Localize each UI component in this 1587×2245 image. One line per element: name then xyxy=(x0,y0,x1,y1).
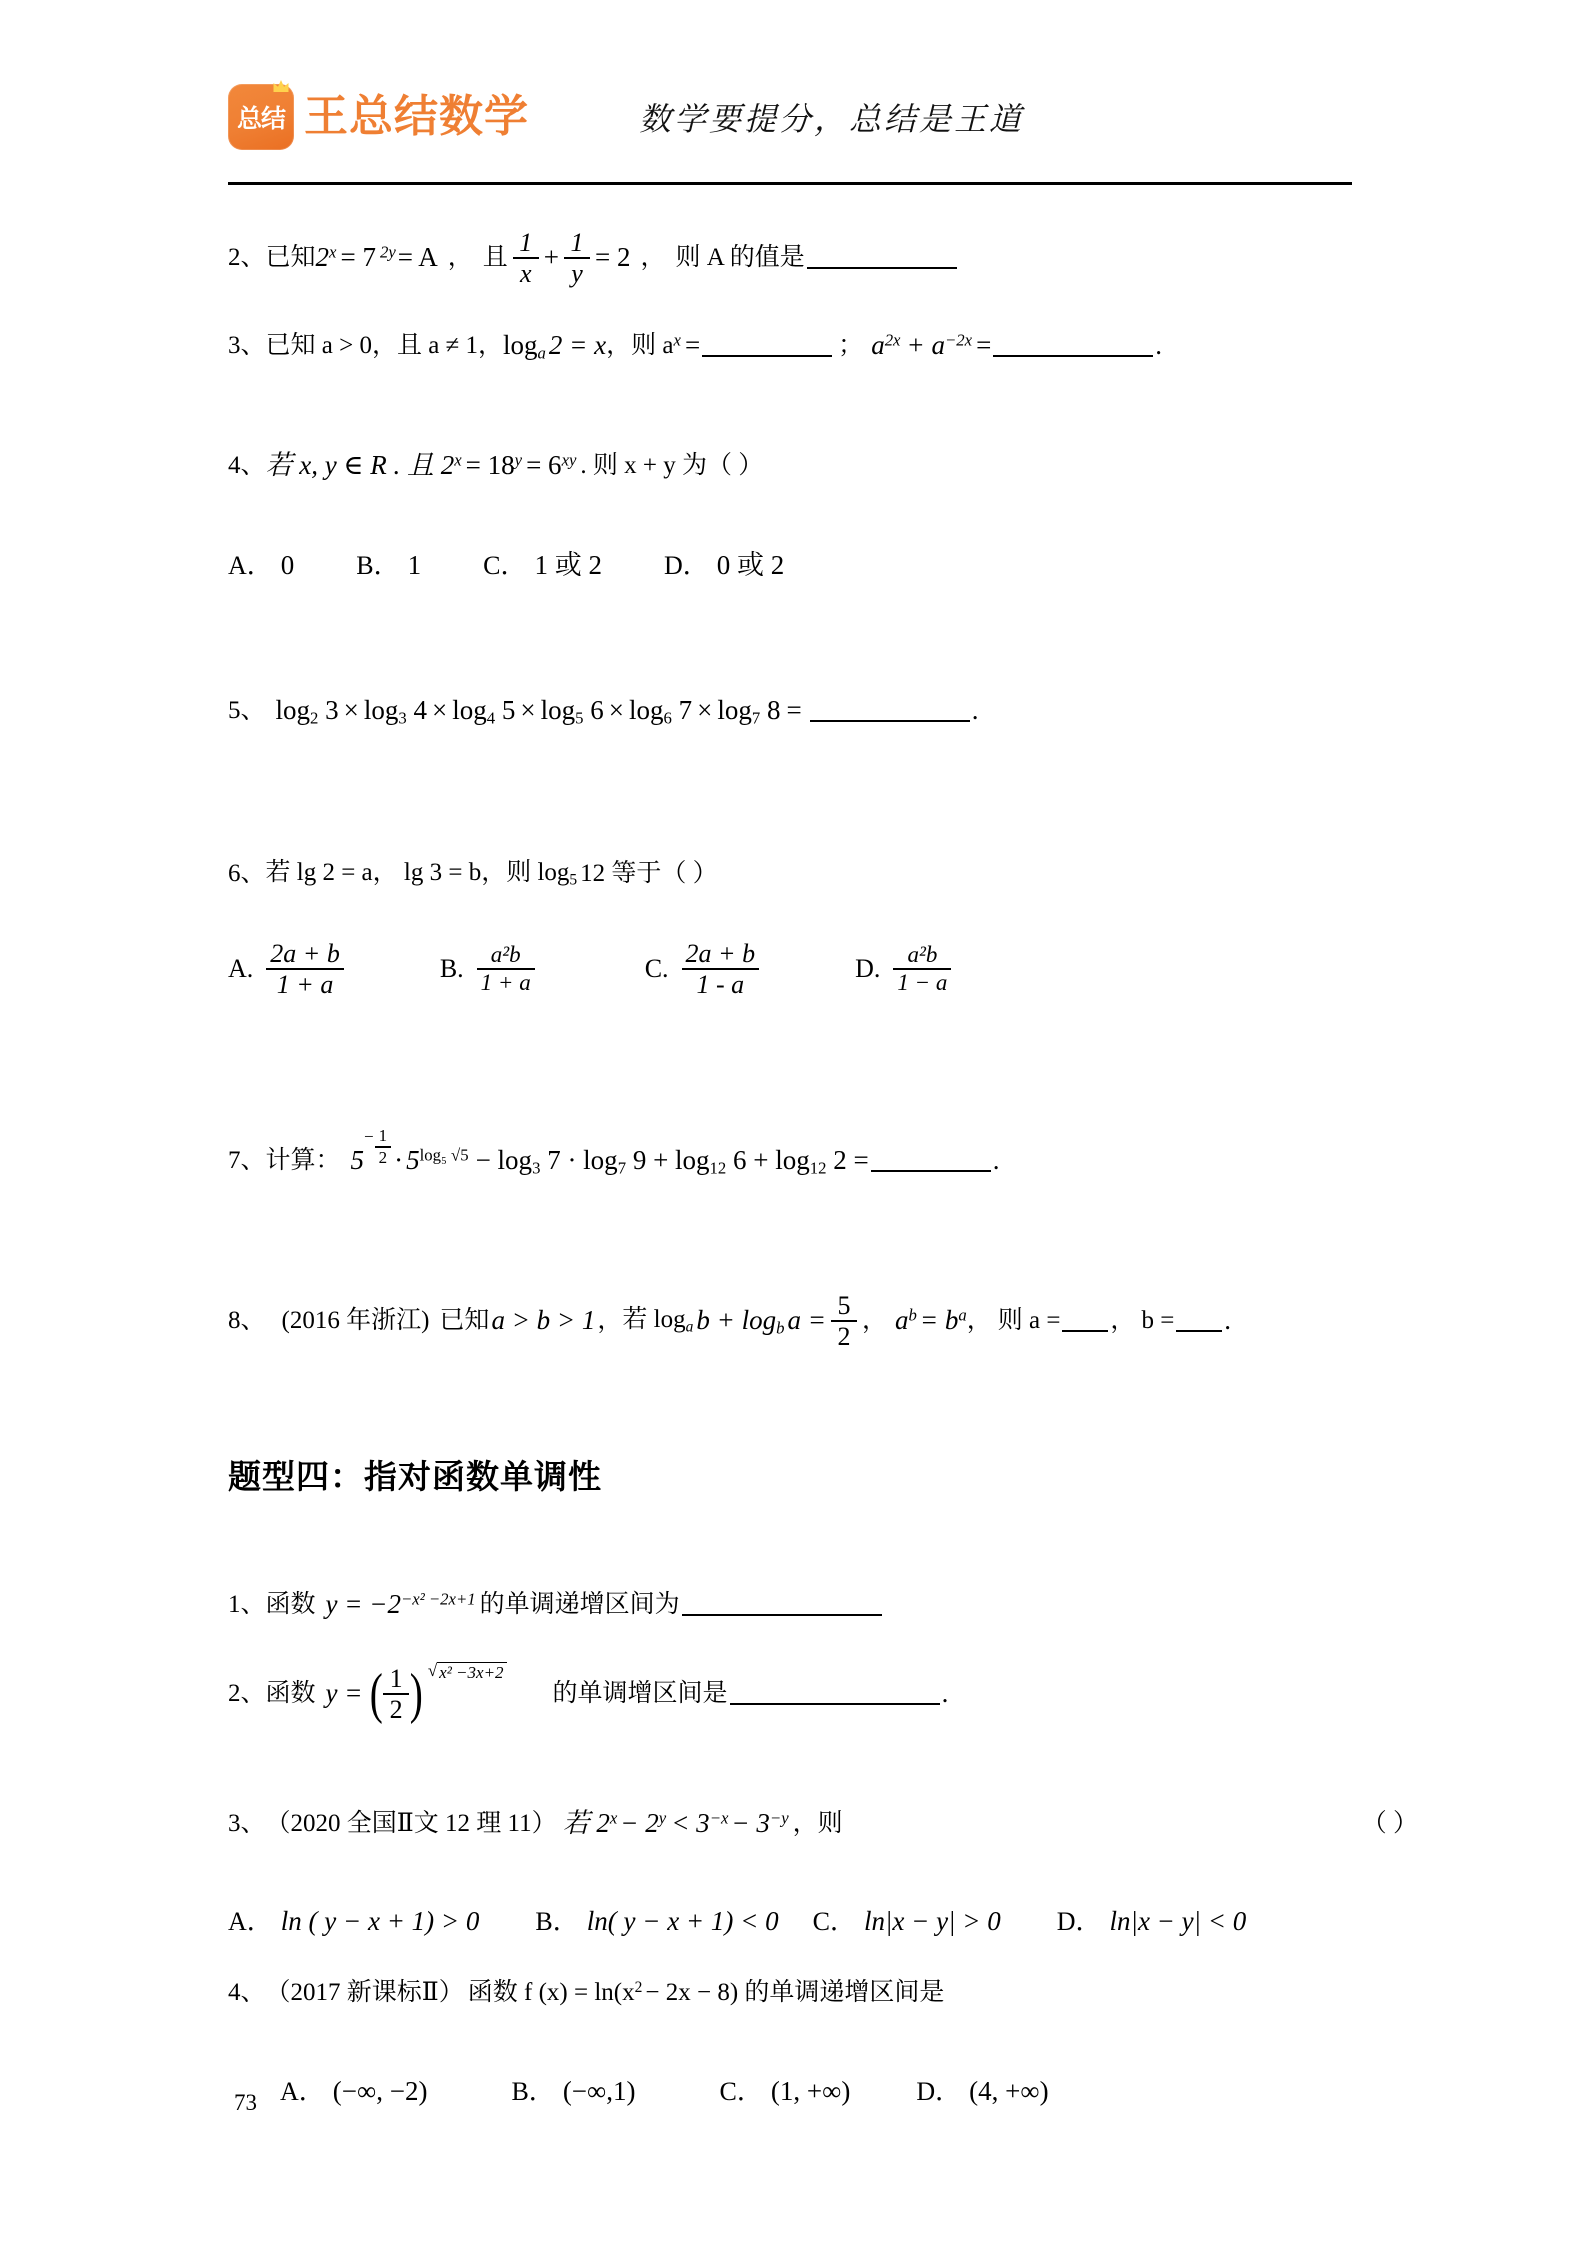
question-8 xyxy=(228,1273,1418,1369)
fraction-denominator: x xyxy=(520,259,532,288)
section-question-3-text-c: < $3^{-x}$ xyxy=(671,1808,729,1839)
fraction-numerator: 2a + b xyxy=(270,938,340,968)
section-question-2-fraction xyxy=(383,1665,409,1724)
fraction-denominator: 2 xyxy=(389,1695,403,1724)
option-label-d[interactable]: D． xyxy=(663,551,709,581)
question-4-text-c: = $6^{xy}$ xyxy=(526,450,577,481)
question-8-answer-blank-2[interactable] xyxy=(1176,1310,1222,1332)
right-paren: ) xyxy=(409,1662,424,1725)
fraction-denominator: 1 + a xyxy=(276,970,334,999)
question-5-times-3: × xyxy=(520,695,536,726)
question-4-text-d: . 则 x + y 为（ ） xyxy=(580,451,764,479)
question-7-dot: · xyxy=(394,1145,404,1176)
question-3-log-arg: 2 = x xyxy=(548,330,607,361)
question-2-fraction-2 xyxy=(564,229,590,288)
section-question-1 xyxy=(228,1563,1418,1647)
option-value-d[interactable]: (4, +∞) xyxy=(969,2075,1049,2106)
question-2-expr1: 2$^x$ xyxy=(315,242,337,273)
section-question-1-expr: $y = -2^{-x^2 -2x+1}$ xyxy=(325,1589,476,1620)
fraction-denominator: 2 xyxy=(378,1147,388,1167)
option-label-c[interactable]: C. xyxy=(644,954,669,984)
question-6-options xyxy=(228,911,1418,1027)
option-label-a[interactable]: A． xyxy=(280,2077,325,2107)
section-question-3-text-a: 若 2$^x$ xyxy=(562,1808,618,1839)
option-label-b[interactable]: B. xyxy=(439,954,464,984)
question-8-power: $a^b$ xyxy=(894,1305,917,1336)
question-3-term2: $a^{2x}$ xyxy=(871,330,901,361)
section-question-3-source: （2020 全国Ⅱ文 12 理 11） xyxy=(265,1809,557,1837)
option-label-c[interactable]: C． xyxy=(483,551,527,581)
fraction-denominator: 1 − a xyxy=(897,970,948,995)
question-8-source: (2016 年浙江) xyxy=(281,1306,430,1334)
question-4-text-a: 若 x, y ∈ R . 且 2$^x$ xyxy=(265,450,462,481)
question-2-eq2: = A xyxy=(397,242,438,273)
section-question-2-answer-blank[interactable] xyxy=(730,1683,940,1705)
question-5-period: . xyxy=(971,695,979,726)
question-3-eq2: = xyxy=(976,330,992,361)
question-2-expr2-sup: 2y xyxy=(379,242,396,262)
section-question-2-expr-y: y = xyxy=(325,1678,363,1709)
option-value-b[interactable]: (−∞,1) xyxy=(562,2075,636,2106)
question-8-comma-4: ， xyxy=(1110,1306,1136,1334)
question-7-term-2: $5^{log_5 √5}$ xyxy=(406,1145,469,1176)
question-8-tail-b: b = xyxy=(1141,1306,1175,1334)
question-8-mid-2: a = xyxy=(787,1305,826,1336)
section-question-4-text-b: − 2x − 8) 的单调递增区间是 xyxy=(645,1978,945,2006)
question-2-eq3: = 2 xyxy=(595,242,631,273)
question-8-number: 8、 xyxy=(228,1306,266,1334)
section-question-3-text-b: − $2^y$ xyxy=(620,1808,667,1839)
question-3-lead: 已知 a > 0，且 a ≠ 1， xyxy=(265,331,504,359)
question-7-term-1: 5 xyxy=(350,1145,365,1176)
section-question-4-number: 4、 xyxy=(228,1978,266,2006)
question-5-times-5: × xyxy=(697,695,713,726)
fraction-denominator: y xyxy=(571,259,583,288)
logo-badge-icon xyxy=(228,84,294,150)
option-value-d[interactable] xyxy=(893,943,951,995)
section-heading: 题型四：指对函数单调性 xyxy=(228,1458,602,1495)
question-8-fraction xyxy=(831,1292,857,1351)
question-5-times-2: × xyxy=(432,695,448,726)
question-5-times-4: × xyxy=(608,695,625,726)
question-7-number: 7、 xyxy=(228,1146,266,1174)
question-8-comma-1: ， xyxy=(597,1306,623,1334)
question-8-mid-1: $b + \log_b$ xyxy=(696,1304,785,1338)
crown-icon xyxy=(272,78,290,94)
left-paren: ( xyxy=(369,1662,383,1725)
option-value-a[interactable]: ln ( y − x + 1) > 0 xyxy=(280,1905,480,1936)
question-7-term-3: − $\log_3 7 \cdot \log_7 9 + \log_{12} 6 + \log_{12} 2$ = xyxy=(475,1144,869,1178)
section-question-3-options xyxy=(228,1863,1418,1937)
question-2-answer-blank[interactable] xyxy=(807,247,957,269)
section-question-2-exponent-sqrt xyxy=(428,1662,507,1682)
option-value-b[interactable]: ln( y − x + 1) < 0 xyxy=(586,1905,779,1936)
option-value-c[interactable] xyxy=(682,940,760,999)
question-5-term-6: $\log_7 8$ xyxy=(717,694,781,728)
exponent-sign: − xyxy=(364,1127,374,1147)
fraction-numerator: 5 xyxy=(837,1290,851,1320)
question-6-text-a: 若 lg 2 = a， lg 3 = b，则 $\log_5$ xyxy=(265,858,578,889)
question-7-exponent-fraction xyxy=(364,1127,391,1166)
question-5-term-2: $\log_3 4$ xyxy=(363,694,428,728)
question-7 xyxy=(228,1115,1418,1207)
question-8-comma-2: ， xyxy=(861,1306,887,1334)
section-question-2-number: 2、 xyxy=(228,1679,266,1707)
option-label-b[interactable]: B． xyxy=(356,551,400,581)
question-5-term-1: $\log_2 3$ xyxy=(275,694,339,728)
question-3-eq1: = xyxy=(684,330,701,361)
section-question-2-period: . xyxy=(941,1678,949,1709)
question-5-answer-blank[interactable] xyxy=(810,700,970,722)
fraction-numerator: 1 xyxy=(519,227,533,257)
option-label-d[interactable]: D． xyxy=(1056,1907,1102,1937)
question-7-period: . xyxy=(992,1145,1000,1176)
fraction-numerator: 1 xyxy=(378,1126,388,1146)
option-value-d[interactable]: 0 或 2 xyxy=(716,549,785,580)
option-label-a[interactable]: A． xyxy=(228,551,273,581)
section-question-4 xyxy=(228,1953,1418,2033)
option-value-c[interactable]: 1 或 2 xyxy=(534,549,602,580)
question-2-comma-2: ， xyxy=(640,243,666,271)
question-5-term-5: $\log_6 7$ xyxy=(629,694,693,728)
header-divider xyxy=(228,182,1352,185)
section-question-3 xyxy=(228,1785,1418,1863)
option-label-a[interactable]: A． xyxy=(228,1907,273,1937)
brand-name: 王总结数学 xyxy=(304,92,529,141)
question-6-number: 6、 xyxy=(228,859,266,887)
question-5 xyxy=(228,671,1418,751)
exponent-fraction xyxy=(375,1127,392,1166)
question-8-answer-blank-1[interactable] xyxy=(1062,1310,1108,1332)
fraction-denominator: 2 xyxy=(837,1322,851,1351)
brand-logo xyxy=(228,84,529,150)
question-3-plus: + $a^{-2x}$ xyxy=(906,330,973,361)
question-3-sup1: x xyxy=(673,330,681,350)
fraction-denominator: 1 + a xyxy=(480,970,531,995)
section-question-1-lead: 函数 xyxy=(265,1590,316,1618)
section-question-4-options xyxy=(280,2033,1418,2107)
section-question-4-text-a: 函数 f $(x) = \ln(x^2$ xyxy=(467,1978,643,2006)
fraction-denominator: 1 - a xyxy=(696,970,745,999)
question-3-answer-blank-2[interactable] xyxy=(993,335,1153,357)
section-question-3-answer-paren: （ ） xyxy=(1361,1809,1418,1837)
radicand: x² −3x+2 xyxy=(437,1662,506,1682)
question-4-number: 4、 xyxy=(228,451,266,479)
question-3-semicolon: ； xyxy=(838,331,864,359)
option-label-d[interactable]: D. xyxy=(855,954,881,984)
question-2-eq1: = 7 xyxy=(340,242,376,273)
option-value-d[interactable]: ln|x − y| < 0 xyxy=(1109,1905,1247,1936)
document-body xyxy=(228,215,1418,2107)
option-value-b[interactable]: 1 xyxy=(407,549,422,580)
question-5-term-3: $\log_4 5$ xyxy=(452,694,516,728)
section-question-4-source: （2017 新课标Ⅱ） xyxy=(265,1978,464,2006)
question-2 xyxy=(228,215,1418,301)
question-3-log: $\log_a$ xyxy=(503,329,546,363)
fraction-numerator: a²b xyxy=(907,941,938,967)
question-4-options xyxy=(228,503,1418,581)
question-8-lead: 已知 xyxy=(439,1306,490,1334)
fraction-numerator: a²b xyxy=(490,941,521,967)
option-value-a[interactable]: (−∞, −2) xyxy=(332,2075,428,2106)
question-4 xyxy=(228,429,1418,503)
option-value-c[interactable]: (1, +∞) xyxy=(770,2075,851,2106)
option-label-d[interactable]: D． xyxy=(916,2077,962,2107)
question-7-answer-blank[interactable] xyxy=(871,1150,991,1172)
question-8-power-eq: = $b^a$ xyxy=(919,1305,967,1336)
question-6-text-b: 12 等于（ ） xyxy=(580,859,718,887)
section-question-2-tail: 的单调增区间是 xyxy=(552,1679,728,1707)
question-8-ruo: 若 $\log_a$ xyxy=(622,1305,694,1336)
option-value-a[interactable]: 0 xyxy=(280,549,295,580)
section-question-1-tail: 的单调递增区间为 xyxy=(479,1590,680,1618)
question-2-comma-1: ， xyxy=(447,243,473,271)
question-7-lead: 计算： xyxy=(265,1146,341,1174)
option-label-b[interactable]: B． xyxy=(535,1907,579,1937)
question-2-number: 2、 xyxy=(228,243,266,271)
question-2-lead: 已知 xyxy=(265,243,316,271)
fraction-numerator: 1 xyxy=(389,1663,403,1693)
option-label-a[interactable]: A. xyxy=(228,954,254,984)
question-8-period: . xyxy=(1224,1305,1232,1336)
question-5-term-4: $\log_5 6$ xyxy=(540,694,604,728)
radical-sign: √ xyxy=(427,1661,438,1681)
question-8-comma-3: ， xyxy=(966,1306,992,1334)
option-value-a[interactable] xyxy=(266,940,344,999)
section-question-1-number: 1、 xyxy=(228,1590,266,1618)
question-2-fraction-1 xyxy=(513,229,539,288)
option-value-b[interactable] xyxy=(477,943,535,995)
question-2-qie: 且 xyxy=(482,243,508,271)
question-8-condition: a > b > 1 xyxy=(491,1305,596,1336)
section-question-2-lead: 函数 xyxy=(265,1679,316,1707)
question-5-number: 5、 xyxy=(228,696,266,724)
section-question-3-text-d: − $3^{-y}$ xyxy=(731,1808,789,1839)
question-6 xyxy=(228,837,1418,911)
question-2-tail: 则 A 的值是 xyxy=(675,243,805,271)
question-3-period: . xyxy=(1155,330,1163,361)
option-label-b[interactable]: B． xyxy=(511,2077,555,2107)
section-question-2 xyxy=(228,1647,1418,1741)
question-3 xyxy=(228,301,1418,391)
question-5-times-1: × xyxy=(343,695,359,726)
section-question-3-text-e: ，则 xyxy=(792,1809,843,1837)
logo-badge-text: 总结 xyxy=(236,104,285,133)
header-tagline: 数学要提分，总结是王道 xyxy=(639,101,1025,137)
question-3-number: 3、 xyxy=(228,331,266,359)
fraction-numerator: 1 xyxy=(570,227,584,257)
option-label-c[interactable]: C． xyxy=(719,2077,763,2107)
option-label-c[interactable]: C． xyxy=(812,1907,856,1937)
section-question-3-number: 3、 xyxy=(228,1809,266,1837)
option-value-c[interactable]: ln|x − y| > 0 xyxy=(863,1905,1001,1936)
question-2-plus: + xyxy=(543,242,560,273)
page-number: 73 xyxy=(234,2090,257,2115)
section-question-1-answer-blank[interactable] xyxy=(682,1594,882,1616)
question-5-equals: = xyxy=(786,695,802,726)
question-4-text-b: = $18^y$ xyxy=(465,450,523,481)
fraction-numerator: 2a + b xyxy=(685,938,756,968)
page-header xyxy=(228,62,1348,172)
question-3-mid: ，则 a xyxy=(606,331,674,359)
question-8-tail-a: 则 a = xyxy=(997,1306,1061,1334)
question-3-answer-blank-1[interactable] xyxy=(702,335,832,357)
